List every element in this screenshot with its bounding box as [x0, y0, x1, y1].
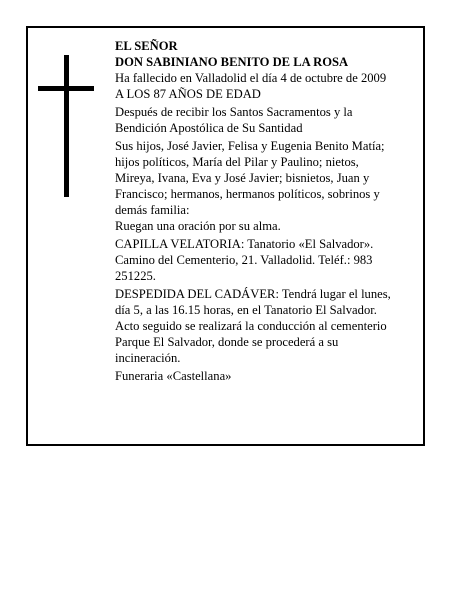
cross-vertical-bar: [64, 55, 69, 197]
notice-text: [115, 38, 415, 384]
cross-horizontal-bar: [38, 86, 94, 91]
farewell-line-2: día 5, a las 16.15 horas, en el Tanatorio El Salvador.: [115, 303, 377, 317]
chapel-line-3: 251225.: [115, 269, 156, 283]
prayer-request: Ruegan una oración por su alma.: [115, 219, 281, 233]
family-line-4: Francisco; hermanos, hermanos políticos, sobrinos y: [115, 187, 380, 201]
deceased-name: DON SABINIANO BENITO DE LA ROSA: [115, 55, 349, 69]
sacraments-line-2: Bendición Apostólica de Su Santidad: [115, 121, 303, 135]
farewell-line-4: Parque El Salvador, donde se procederá a su: [115, 335, 339, 349]
cross-icon: [38, 55, 94, 197]
death-announcement: Ha fallecido en Valladolid el día 4 de octubre de 2009: [115, 71, 387, 85]
farewell-line-5: incineración.: [115, 351, 181, 365]
sacraments-line-1: Después de recibir los Santos Sacramentos y la: [115, 105, 353, 119]
funeral-home: Funeraria «Castellana»: [115, 369, 232, 383]
chapel-line-1: CAPILLA VELATORIA: Tanatorio «El Salvador».: [115, 237, 374, 251]
notice-heading-title: EL SEÑOR: [115, 39, 178, 53]
family-line-1: Sus hijos, José Javier, Felisa y Eugenia Benito Matía;: [115, 139, 385, 153]
farewell-line-3: Acto seguido se realizará la conducción al cementerio: [115, 319, 387, 333]
family-line-3: Mireya, Ivana, Eva y José Javier; bisnietos, Juan y: [115, 171, 370, 185]
family-line-2: hijos políticos, María del Pilar y Paulino; nietos,: [115, 155, 359, 169]
farewell-line-1: DESPEDIDA DEL CADÁVER: Tendrá lugar el lunes,: [115, 287, 391, 301]
family-line-5: demás familia:: [115, 203, 190, 217]
age-line: A LOS 87 AÑOS DE EDAD: [115, 87, 261, 101]
chapel-line-2: Camino del Cementerio, 21. Valladolid. Teléf.: 983: [115, 253, 373, 267]
